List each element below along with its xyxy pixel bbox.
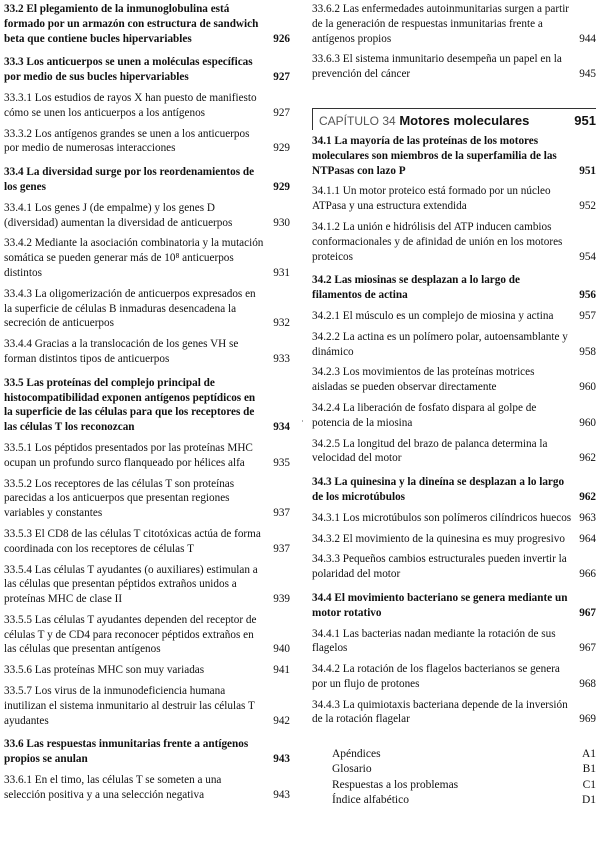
- section-entry: [4, 376, 290, 435]
- section-entry: [312, 475, 596, 505]
- entry-page-number: 939: [273, 593, 290, 606]
- appendix-item: [332, 793, 596, 808]
- entry-title: 34.2.3 Los movimientos de las proteínas motrices aisladas se pueden observar directamente: [312, 366, 535, 394]
- left-column: [4, 2, 290, 803]
- entry-title: 33.6 Las respuestas inmunitarias frente a antígenos propios se anulan: [4, 738, 249, 766]
- entry-page-number: 962: [579, 452, 596, 465]
- entry-page-number: 957: [579, 309, 596, 322]
- subsection-entry: [4, 201, 290, 231]
- entry-title: 33.4.3 La oligomerización de anticuerpos expresados en la superficie de células B inmaduras desencadena la secreción de anticuerpos: [4, 287, 256, 330]
- subsection-entry: [312, 330, 596, 360]
- entry-page-number: 967: [579, 642, 596, 655]
- entry-title: 34.1 La mayoría de las proteínas de los motores moleculares son miembros de la superfamilia de las NTPasas con lazo P: [312, 134, 557, 177]
- subsection-entry: [4, 684, 290, 728]
- entry-title: 33.5.1 Los péptidos presentados por las proteínas MHC ocupan un profundo surco flanqueado por hélices alfa: [4, 441, 253, 469]
- entry-page-number: 958: [579, 345, 596, 358]
- section-entry: [4, 737, 290, 767]
- entry-title: 33.6.2 Las enfermedades autoinmunitarias surgen a partir de la generación de respuestas inmunitarias frente a antígenos propios: [312, 3, 570, 45]
- entry-title: 34.4.1 Las bacterias nadan mediante la rotación de sus flagelos: [312, 627, 556, 655]
- entry-page-number: 927: [273, 106, 290, 119]
- subsection-entry: [4, 441, 290, 471]
- subsection-entry: [312, 309, 596, 324]
- chapter-page: 951: [574, 112, 596, 128]
- chapter-title: Motores moleculares: [399, 112, 530, 128]
- column-divider: [302, 420, 303, 422]
- entry-page-number: 934: [273, 421, 290, 434]
- entry-page-number: 960: [579, 381, 596, 394]
- entry-page-number: 951: [579, 164, 596, 177]
- subsection-entry: [312, 662, 596, 692]
- subsection-entry: [4, 663, 290, 678]
- subsection-entry: [4, 127, 290, 157]
- entry-page-number: 929: [273, 180, 290, 193]
- entry-title: 34.1.1 Un motor proteico está formado por un núcleo ATPasa y una estructura extendida: [312, 185, 551, 213]
- entry-page-number: B1: [582, 763, 596, 776]
- appendix-item: [332, 762, 596, 777]
- section-entry: [312, 134, 596, 178]
- entry-title: 33.4.4 Gracias a la translocación de los genes VH se forman distintos tipos de anticuerpos: [4, 338, 239, 365]
- entry-page-number: 967: [579, 606, 596, 619]
- subsection-entry: [4, 236, 290, 280]
- section-entry: [4, 55, 290, 85]
- entry-title: 34.3.3 Pequeños cambios estructurales pueden invertir la polaridad del motor: [312, 553, 567, 581]
- entry-title: 34.4 El movimiento bacteriano se genera mediante un motor rotativo: [312, 591, 568, 619]
- entry-title: 33.5.4 Las células T ayudantes (o auxiliares) estimulan a las células que presentan péptidos extraños unidos a proteínas MHC de clase II: [4, 563, 258, 606]
- entry-title: 33.5.7 Los virus de la inmunodeficiencia humana inutilizan el sistema inmunitario al destruir las células T ayudantes: [4, 685, 255, 727]
- subsection-entry: [312, 511, 596, 526]
- entry-title: 34.3.1 Los microtúbulos son polímeros cilíndricos huecos: [312, 511, 572, 524]
- section-entry: [312, 273, 596, 303]
- subsection-entry: [4, 91, 290, 121]
- entry-page-number: 935: [273, 456, 290, 469]
- subsection-entry: [312, 698, 596, 728]
- entry-title: 33.5 Las proteínas del complejo principal de histocompatibilidad exponen antígenos peptídicos en la superficie de las células para que los receptores de las células T los reconozcan: [4, 376, 256, 434]
- entry-title: 33.5.3 El CD8 de las células T citotóxicas actúa de forma coordinada con los receptores de células T: [4, 527, 261, 555]
- entry-title: 34.4.3 La quimiotaxis bacteriana depende de la inversión de la rotación flagelar: [312, 698, 568, 726]
- entry-title: 34.2 Las miosinas se desplazan a lo largo de filamentos de actina: [312, 274, 520, 302]
- entry-page-number: 937: [273, 542, 290, 555]
- entry-title: 33.3 Los anticuerpos se unen a moléculas específicas por medio de sus bucles hipervariables: [4, 56, 253, 84]
- subsection-entry: [4, 287, 290, 331]
- subsection-entry: [312, 437, 596, 467]
- entry-title: 33.6.1 En el timo, las células T se someten a una selección positiva y a una selección negativa: [4, 774, 222, 801]
- entry-page-number: C1: [582, 778, 596, 791]
- chapter-heading: [312, 108, 596, 130]
- entry-title: Apéndices: [332, 748, 381, 761]
- section-entry: [4, 165, 290, 195]
- entry-title: 34.1.2 La unión e hidrólisis del ATP inducen cambios conformacionales y de afinidad de unión en los motores proteicos: [312, 220, 563, 263]
- entry-title: 34.2.2 La actina es un polímero polar, autoensamblante y dinámico: [312, 330, 568, 358]
- entry-page-number: 960: [579, 416, 596, 429]
- subsection-entry: [4, 337, 290, 367]
- subsection-entry: [312, 552, 596, 582]
- entry-title: 33.4.1 Los genes J (de empalme) y los genes D (diversidad) aumentan la diversidad de anticuerpos: [4, 201, 233, 229]
- entry-page-number: 944: [579, 32, 596, 45]
- section-entry: [312, 591, 596, 621]
- entry-title: 34.2.1 El músculo es un complejo de miosina y actina: [312, 309, 554, 322]
- subsection-entry: [4, 563, 290, 607]
- entry-page-number: 932: [273, 317, 290, 330]
- right-column: [312, 2, 596, 808]
- entry-title: 34.4.2 La rotación de los flagelos bacterianos se genera por un flujo de protones: [312, 663, 560, 690]
- subsection-entry: [4, 613, 290, 657]
- appendix-item: [332, 747, 596, 762]
- entry-page-number: 968: [579, 677, 596, 690]
- section-entry: [4, 2, 290, 46]
- entry-title: 34.2.4 La liberación de fosfato dispara al golpe de potencia de la miosina: [312, 401, 537, 429]
- entry-title: 33.3.2 Los antígenos grandes se unen a los anticuerpos por medio de numerosas interacciones: [4, 127, 250, 155]
- subsection-entry: [312, 365, 596, 395]
- chapter-number: CAPÍTULO 34: [319, 113, 396, 128]
- entry-page-number: 926: [273, 32, 290, 45]
- entry-page-number: 930: [273, 216, 290, 229]
- subsection-entry: [312, 532, 596, 547]
- entry-page-number: 943: [273, 753, 290, 766]
- entry-page-number: 940: [273, 643, 290, 656]
- entry-page-number: 952: [579, 200, 596, 213]
- appendix-item: [332, 778, 596, 793]
- subsection-entry: [312, 627, 596, 657]
- entry-page-number: 964: [579, 532, 596, 545]
- entry-page-number: 962: [579, 490, 596, 503]
- subsection-entry: [4, 527, 290, 557]
- entry-page-number: 931: [273, 266, 290, 279]
- entry-page-number: 929: [273, 142, 290, 155]
- entry-page-number: A1: [581, 748, 596, 761]
- entry-page-number: 954: [579, 250, 596, 263]
- entry-title: 33.2 El plegamiento de la inmunoglobulina está formado por un armazón con estructura de sandwich beta que contiene bucles hipervariables: [4, 3, 259, 45]
- entry-page-number: 941: [273, 664, 290, 677]
- appendix-list: [332, 747, 596, 808]
- entry-title: Glosario: [332, 763, 372, 776]
- entry-page-number: 933: [273, 352, 290, 365]
- entry-page-number: 927: [273, 71, 290, 84]
- entry-page-number: 942: [273, 714, 290, 727]
- subsection-entry: [4, 773, 290, 803]
- entry-page-number: D1: [581, 793, 596, 806]
- entry-title: 33.6.3 El sistema inmunitario desempeña un papel en la prevención del cáncer: [312, 53, 562, 81]
- entry-title: 33.5.2 Los receptores de las células T son proteínas parecidas a los anticuerpos que presentan regiones variables y constantes: [4, 477, 235, 520]
- entry-title: 33.3.1 Los estudios de rayos X han puesto de manifiesto cómo se unen los anticuerpos a los antígenos: [4, 91, 257, 119]
- entry-page-number: 956: [579, 289, 596, 302]
- subsection-entry: [312, 220, 596, 264]
- entry-page-number: 943: [273, 788, 290, 801]
- entry-title: Respuestas a los problemas: [332, 778, 459, 791]
- entry-title: 33.5.6 Las proteínas MHC son muy variadas: [4, 664, 205, 677]
- entry-page-number: 969: [579, 713, 596, 726]
- entry-title: 33.4.2 Mediante la asociación combinatoria y la mutación somática se pueden generar más de 10⁸ anticuerpos distintos: [4, 237, 264, 279]
- entry-title: 33.5.5 Las células T ayudantes dependen del receptor de células T y de CD4 para reconocer péptidos extraños en las células que presentan antígenos: [4, 613, 257, 656]
- entry-title: 34.3 La quinesina y la dineína se desplazan a lo largo de los microtúbulos: [312, 476, 565, 503]
- subsection-entry: [312, 184, 596, 214]
- entry-title: Índice alfabético: [332, 793, 409, 806]
- subsection-entry: [312, 52, 596, 82]
- entry-title: 33.4 La diversidad surge por los reordenamientos de los genes: [4, 166, 255, 193]
- entry-title: 34.2.5 La longitud del brazo de palanca determina la velocidad del motor: [312, 437, 548, 465]
- subsection-entry: [4, 477, 290, 521]
- entry-page-number: 945: [579, 68, 596, 81]
- subsection-entry: [312, 2, 596, 46]
- entry-page-number: 963: [579, 511, 596, 524]
- entry-page-number: 966: [579, 568, 596, 581]
- entry-page-number: 937: [273, 507, 290, 520]
- subsection-entry: [312, 401, 596, 431]
- entry-title: 34.3.2 El movimiento de la quinesina es muy progresivo: [312, 532, 565, 545]
